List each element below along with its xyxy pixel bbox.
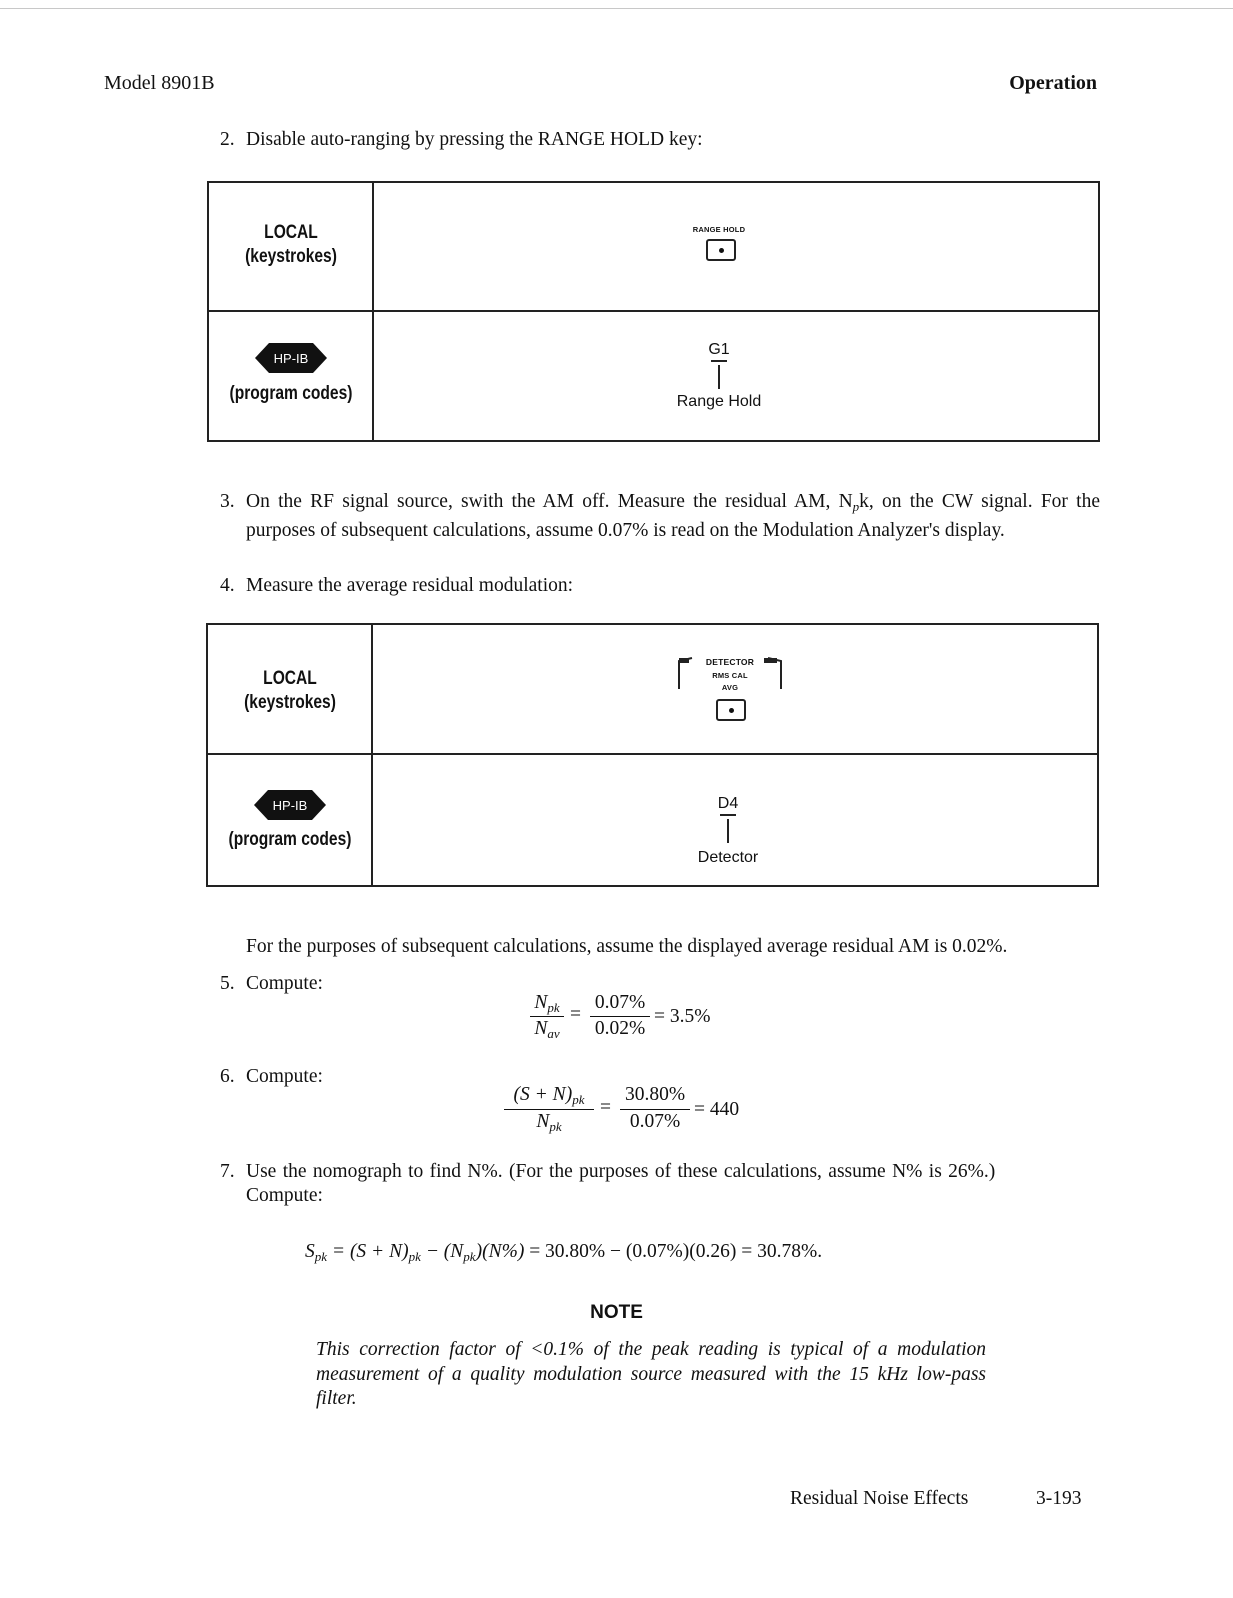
code-pointer-icon	[718, 813, 738, 843]
step-number: 2.	[220, 129, 235, 150]
program-code: D4	[717, 795, 739, 812]
assumption-text: For the purposes of subsequent calculations, assume the displayed average residual AM is 0.02%.	[246, 936, 1008, 957]
hpib-badge-icon	[255, 343, 327, 373]
step-text: Disable auto-ranging by pressing the RANGE HOLD key:	[246, 129, 703, 150]
numerator	[504, 1084, 594, 1108]
step-number: 3.	[220, 491, 235, 512]
step-text: Measure the average residual modulation:	[246, 575, 574, 596]
hpib-badge-text: HP-IB	[273, 351, 309, 366]
variable: N	[534, 1018, 548, 1039]
avg-key-label: AVG	[721, 683, 739, 692]
local-title: LOCAL	[263, 668, 317, 689]
step-number: 6.	[220, 1066, 235, 1087]
expression-result: = 30.80% − (0.07%)(0.26) = 30.78%.	[524, 1241, 823, 1262]
step-text-subscript: p	[852, 499, 860, 514]
subscript: pk	[549, 1119, 562, 1134]
step-number: 5.	[220, 973, 235, 994]
note-body: This correction factor of <0.1% of the peak reading is typical of a modulation measurement of a quality modulation source measured with the 15 kHz low-pass filter.	[316, 1339, 986, 1409]
detector-key[interactable]	[716, 699, 746, 721]
header-model: Model 8901B	[104, 72, 215, 94]
step-text: Compute:	[246, 973, 323, 994]
subscript: pk	[314, 1249, 328, 1264]
expression: − (N	[420, 1241, 464, 1262]
equation-ratio-npk-nav	[530, 990, 730, 1046]
note-title: NOTE	[590, 1302, 643, 1323]
detector-table	[206, 623, 1099, 887]
rms-cal-key-label: RMS CAL	[712, 671, 748, 680]
step-3	[220, 490, 1100, 543]
numerator	[530, 992, 564, 1016]
step-number: 4.	[220, 575, 235, 596]
numerator-value: 0.07%	[594, 992, 646, 1013]
program-codes-text: (program codes)	[229, 383, 353, 404]
fraction-bar	[530, 1016, 564, 1017]
program-label	[208, 828, 372, 852]
step-text: Use the nomograph to find N%. (For the purposes of these calculations, assume N% is 26%.)	[246, 1161, 996, 1182]
subscript: pk	[547, 1000, 560, 1015]
equals-sign: =	[570, 1004, 581, 1025]
denominator	[530, 1018, 564, 1042]
program-code: G1	[708, 341, 730, 358]
program-code-description: Detector	[697, 849, 759, 866]
program-code-description: Range Hold	[676, 393, 762, 410]
subscript: pk	[463, 1249, 476, 1264]
variable: N	[534, 992, 548, 1013]
range-hold-key[interactable]	[706, 239, 736, 261]
local-subtitle: (keystrokes)	[245, 246, 337, 267]
program-label	[209, 382, 373, 406]
result: = 3.5%	[654, 1006, 711, 1027]
detector-key-label: DETECTOR	[705, 657, 755, 667]
variable: (S + N)	[513, 1084, 573, 1105]
range-hold-key-label: RANGE HOLD	[692, 225, 746, 234]
step-number: 7.	[220, 1161, 235, 1182]
program-codes-text: (program codes)	[228, 829, 352, 850]
subscript: pk	[572, 1092, 585, 1107]
expression: = (S + N)	[327, 1241, 409, 1262]
code-pointer-icon	[709, 359, 729, 389]
step-text-line2: Compute:	[246, 1185, 323, 1206]
local-subtitle: (keystrokes)	[244, 692, 336, 713]
equation-ratio-sn-npk	[504, 1082, 764, 1138]
variable: S	[305, 1241, 315, 1262]
hpib-badge-text: HP-IB	[272, 798, 308, 813]
footer-title: Residual Noise Effects	[790, 1488, 969, 1509]
local-title: LOCAL	[264, 222, 318, 243]
fraction-bar	[590, 1016, 650, 1017]
step-text: Compute:	[246, 1066, 323, 1087]
step-text-part: k, on the CW signal. For the purposes of subsequent calculations, assume 0.07% is read on the Modulation Analyzer's display.	[246, 491, 1100, 541]
local-label	[208, 667, 372, 715]
denominator-value: 0.02%	[594, 1018, 646, 1039]
equals-sign: =	[600, 1097, 611, 1118]
expression: )(N%)	[475, 1241, 525, 1262]
header-section: Operation	[1009, 72, 1097, 94]
subscript: pk	[408, 1249, 421, 1264]
fraction-bar	[620, 1109, 690, 1110]
equation-spk	[305, 1241, 822, 1265]
range-hold-table	[207, 181, 1100, 442]
numerator-value: 30.80%	[624, 1084, 686, 1105]
result: = 440	[694, 1099, 740, 1120]
denominator-value: 0.07%	[629, 1111, 681, 1132]
table-divider	[208, 753, 1097, 755]
top-rule	[0, 8, 1233, 9]
table-divider	[209, 310, 1098, 312]
fraction-bar	[504, 1109, 594, 1110]
denominator	[504, 1111, 594, 1135]
page-number: 3-193	[1036, 1488, 1082, 1509]
hpib-badge-icon	[254, 790, 326, 820]
step-text	[246, 490, 1100, 543]
variable: N	[536, 1111, 550, 1132]
subscript: av	[547, 1026, 560, 1041]
step-text-part: On the RF signal source, swith the AM off. Measure the residual AM, N	[246, 491, 853, 512]
local-label	[209, 221, 373, 269]
